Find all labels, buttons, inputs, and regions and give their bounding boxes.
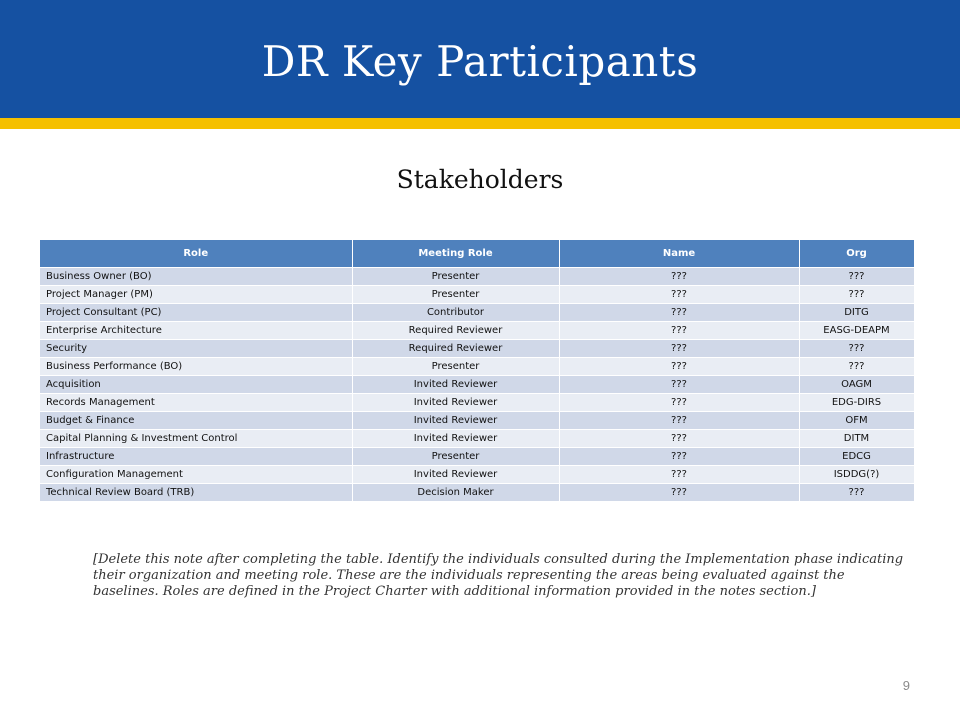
table-row — [40, 466, 914, 484]
cell-name: ??? — [559, 448, 799, 466]
cell-meeting-role: Invited Reviewer — [352, 376, 559, 394]
cell-meeting-role: Presenter — [352, 448, 559, 466]
cell-role: Enterprise Architecture — [40, 322, 352, 340]
cell-name: ??? — [559, 340, 799, 358]
header-role: Role — [40, 240, 352, 268]
cell-role: Capital Planning & Investment Control — [40, 430, 352, 448]
table-row — [40, 448, 914, 466]
cell-org: OAGM — [799, 376, 914, 394]
cell-org: DITM — [799, 430, 914, 448]
table-row — [40, 484, 914, 502]
cell-meeting-role: Presenter — [352, 286, 559, 304]
cell-name: ??? — [559, 394, 799, 412]
cell-name: ??? — [559, 376, 799, 394]
instruction-note: [Delete this note after completing the table. Identify the individuals consulted during the Implementation phase indicating their organization and meeting role. These are the individuals representing the areas being evaluated against the baselines. Roles are defined in the Project Charter with additional information provided in the notes section.] — [93, 552, 904, 599]
cell-role: Security — [40, 340, 352, 358]
table-row — [40, 412, 914, 430]
cell-role: Records Management — [40, 394, 352, 412]
cell-org: EDG-DIRS — [799, 394, 914, 412]
cell-name: ??? — [559, 430, 799, 448]
header-name: Name — [559, 240, 799, 268]
table-row — [40, 376, 914, 394]
cell-meeting-role: Required Reviewer — [352, 322, 559, 340]
cell-meeting-role: Required Reviewer — [352, 340, 559, 358]
cell-role: Project Consultant (PC) — [40, 304, 352, 322]
cell-meeting-role: Presenter — [352, 268, 559, 286]
table-row — [40, 268, 914, 286]
section-subtitle: Stakeholders — [396, 165, 564, 194]
cell-name: ??? — [559, 484, 799, 502]
cell-name: ??? — [559, 322, 799, 340]
table-row — [40, 394, 914, 412]
cell-org: ??? — [799, 340, 914, 358]
cell-meeting-role: Invited Reviewer — [352, 394, 559, 412]
cell-org: ??? — [799, 286, 914, 304]
cell-org: ??? — [799, 358, 914, 376]
table-row — [40, 358, 914, 376]
cell-org: ??? — [799, 268, 914, 286]
cell-role: Acquisition — [40, 376, 352, 394]
cell-name: ??? — [559, 286, 799, 304]
table-row — [40, 430, 914, 448]
cell-meeting-role: Presenter — [352, 358, 559, 376]
table-row — [40, 322, 914, 340]
header-meeting-role: Meeting Role — [352, 240, 559, 268]
cell-role: Infrastructure — [40, 448, 352, 466]
table-row — [40, 340, 914, 358]
cell-meeting-role: Invited Reviewer — [352, 430, 559, 448]
cell-org: EASG-DEAPM — [799, 322, 914, 340]
cell-meeting-role: Decision Maker — [352, 484, 559, 502]
cell-role: Budget & Finance — [40, 412, 352, 430]
stakeholders-table — [40, 240, 915, 501]
cell-org: OFM — [799, 412, 914, 430]
table-header-row — [40, 240, 914, 268]
cell-name: ??? — [559, 304, 799, 322]
cell-role: Technical Review Board (TRB) — [40, 484, 352, 502]
cell-role: Business Performance (BO) — [40, 358, 352, 376]
cell-name: ??? — [559, 358, 799, 376]
slide-title: DR Key Participants — [261, 37, 699, 86]
cell-name: ??? — [559, 466, 799, 484]
cell-role: Project Manager (PM) — [40, 286, 352, 304]
cell-meeting-role: Invited Reviewer — [352, 412, 559, 430]
cell-org: ISDDG(?) — [799, 466, 914, 484]
cell-name: ??? — [559, 412, 799, 430]
table-row — [40, 286, 914, 304]
cell-meeting-role: Invited Reviewer — [352, 466, 559, 484]
cell-role: Business Owner (BO) — [40, 268, 352, 286]
header-org: Org — [799, 240, 914, 268]
cell-meeting-role: Contributor — [352, 304, 559, 322]
cell-org: ??? — [799, 484, 914, 502]
table-row — [40, 304, 914, 322]
cell-name: ??? — [559, 268, 799, 286]
cell-role: Configuration Management — [40, 466, 352, 484]
cell-org: DITG — [799, 304, 914, 322]
cell-org: EDCG — [799, 448, 914, 466]
page-number: 9 — [902, 678, 910, 693]
